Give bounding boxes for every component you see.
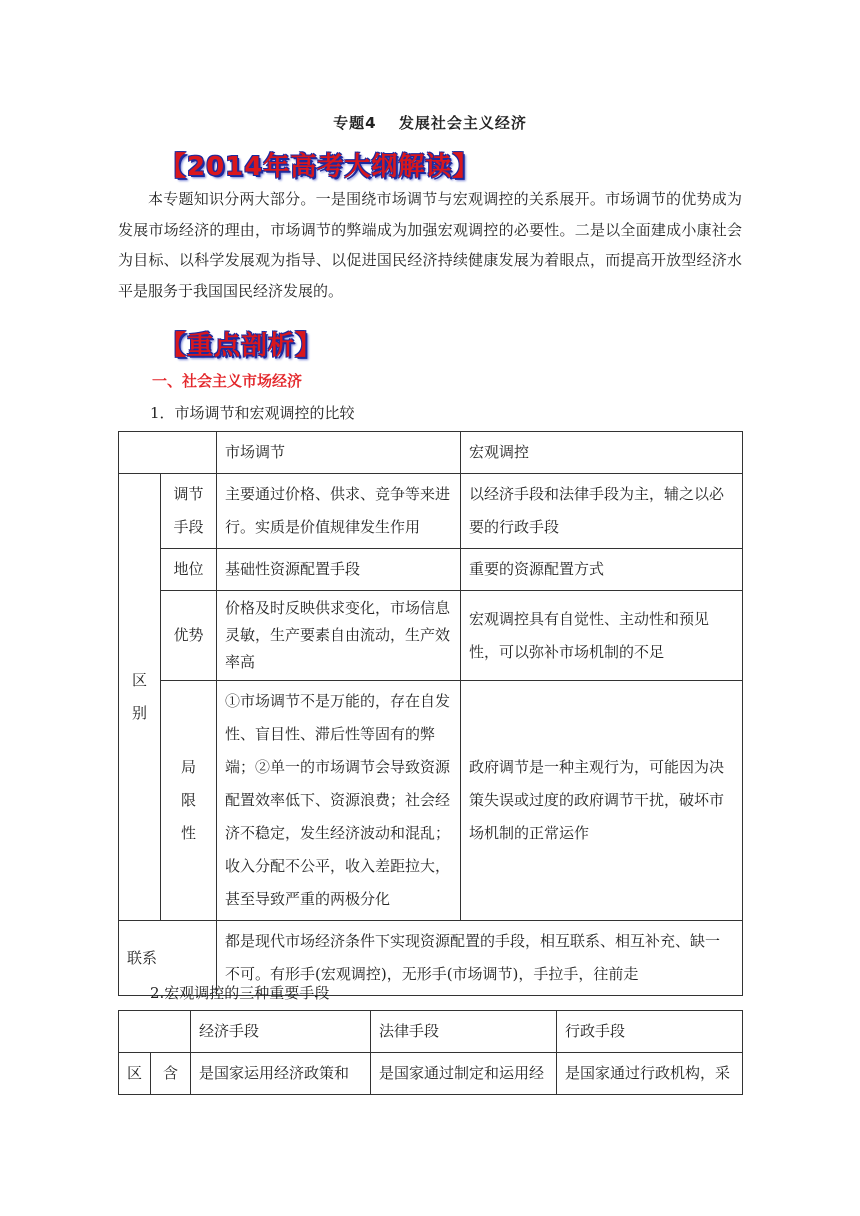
- row-label-link: 联系: [119, 921, 217, 996]
- row-label-limit-line2: 限: [180, 791, 196, 809]
- row-label-means-line1: 调节: [173, 485, 204, 503]
- page-title: 专题4 发展社会主义经济: [333, 114, 527, 132]
- subheading-three-means: 2.宏观调控的三种重要手段: [150, 984, 330, 1002]
- cell-link-text: 都是现代市场经济条件下实现资源配置的手段，相互联系、相互补充、缺一不可。有形手(宏观调控)，无形手(市场调节)，手拉手，往前走: [217, 921, 743, 996]
- table-header-row: [119, 1011, 743, 1053]
- col-label-difference: 区: [119, 1053, 151, 1095]
- cell-administrative-text: 是国家通过行政机构，采: [557, 1053, 743, 1095]
- header-legal: 法律手段: [371, 1011, 557, 1053]
- row-label-means-line2: 手段: [173, 518, 204, 536]
- row-label-advantage: 优势: [161, 591, 217, 681]
- cell-means-macro: 以经济手段和法律手段为主，辅之以必要的行政手段: [461, 474, 743, 549]
- table-row: [119, 474, 743, 549]
- cell-limitation-macro: 政府调节是一种主观行为，可能因为决策失误或过度的政府调节干扰，破坏市场机制的正常运作: [461, 681, 743, 921]
- table-header-row: [119, 432, 743, 474]
- banner-exam-outline: 【2014年高考大纲解读】: [160, 152, 480, 182]
- cell-advantage-macro: 宏观调控具有自觉性、主动性和预见性，可以弥补市场机制的不足: [461, 591, 743, 681]
- table-row: [119, 549, 743, 591]
- table-row: [119, 1053, 743, 1095]
- section-heading: 一、社会主义市场经济: [152, 372, 303, 390]
- row-label-limit-line1: 局: [180, 758, 196, 776]
- cell-position-market: 基础性资源配置手段: [217, 549, 461, 591]
- banner-key-analysis: 【重点剖析】: [160, 331, 323, 361]
- group-label-difference: 区别: [119, 474, 161, 921]
- cell-legal-text: 是国家通过制定和运用经: [371, 1053, 557, 1095]
- header-macro: 宏观调控: [461, 432, 743, 474]
- subheading-comparison: 1．市场调节和宏观调控的比较: [150, 404, 355, 422]
- row-label-limitation: [161, 681, 217, 921]
- header-market: 市场调节: [217, 432, 461, 474]
- col-label-meaning: 含: [151, 1053, 191, 1095]
- table-row: [119, 681, 743, 921]
- row-label-means: [161, 474, 217, 549]
- cell-economic-text: 是国家运用经济政策和: [191, 1053, 371, 1095]
- cell-means-market: 主要通过价格、供求、竞争等来进行。实质是价值规律发生作用: [217, 474, 461, 549]
- row-label-limit-line3: 性: [180, 824, 196, 842]
- row-label-position: 地位: [161, 549, 217, 591]
- header-economic: 经济手段: [191, 1011, 371, 1053]
- intro-paragraph: 本专题知识分两大部分。一是围绕市场调节与宏观调控的关系展开。市场调节的优势成为发展市场经济的理由，市场调节的弊端成为加强宏观调控的必要性。二是以全面建成小康社会为目标、以科学发展观为指导、以促进国民经济持续健康发展为着眼点，而提高开放型经济水平是服务于我国国民经济发展的。: [118, 190, 742, 300]
- table-corner-cell: [119, 1011, 191, 1053]
- means-table: [118, 1010, 743, 1095]
- table-corner-cell: [119, 432, 217, 474]
- table-row: [119, 591, 743, 681]
- cell-advantage-market: 价格及时反映供求变化，市场信息灵敏，生产要素自由流动，生产效率高: [217, 591, 461, 681]
- cell-position-macro: 重要的资源配置方式: [461, 549, 743, 591]
- cell-limitation-market: ①市场调节不是万能的，存在自发性、盲目性、滞后性等固有的弊端；②单一的市场调节会导致资源配置效率低下、资源浪费；社会经济不稳定，发生经济波动和混乱；收入分配不公平，收入差距拉大，甚至导致严重的两极分化: [217, 681, 461, 921]
- comparison-table: [118, 431, 743, 996]
- header-administrative: 行政手段: [557, 1011, 743, 1053]
